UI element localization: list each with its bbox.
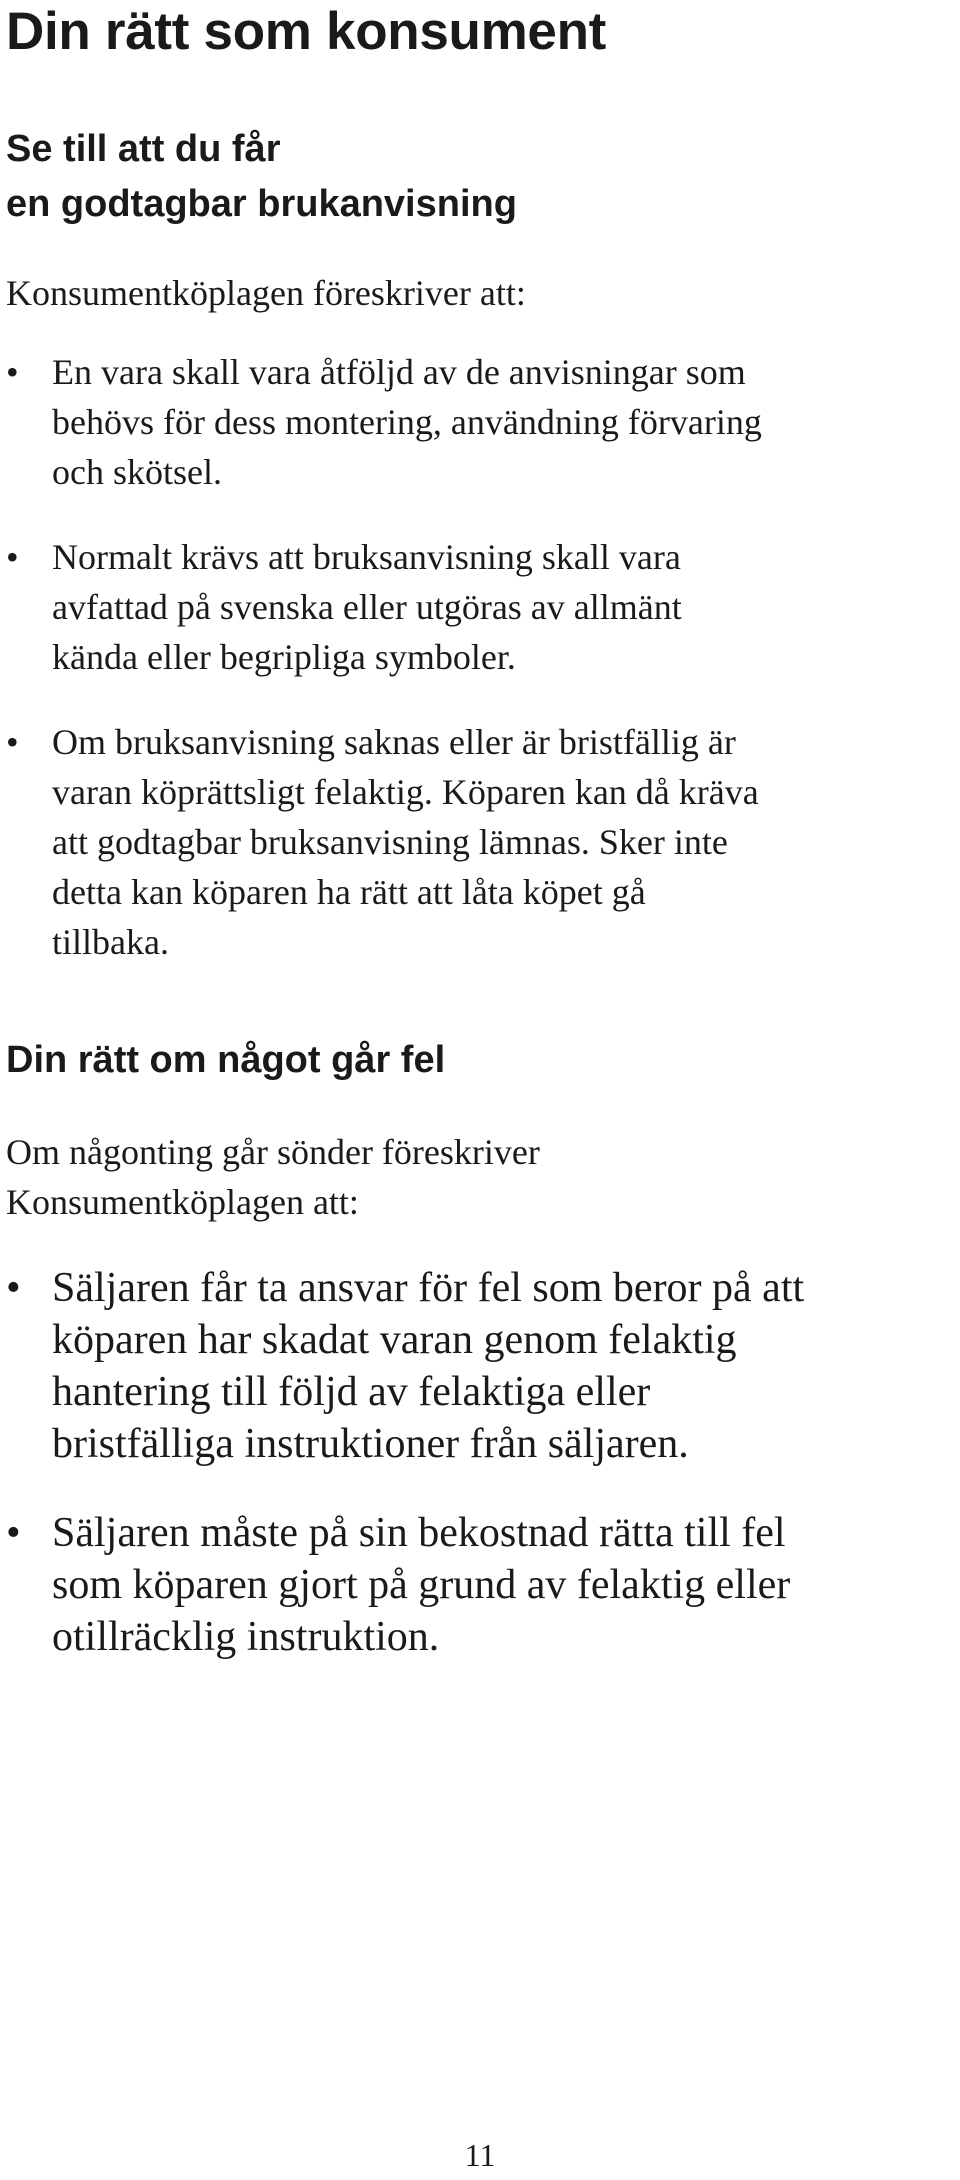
list-item-line: hantering till följd av felaktiga eller [52, 1369, 651, 1415]
list-item [6, 717, 954, 967]
page-title: Din rätt som konsument [6, 2, 607, 61]
list-item-line: Säljaren får ta ansvar för fel som beror på att [52, 1265, 805, 1311]
list-item-line: köparen har skadat varan genom felaktig [52, 1317, 737, 1363]
section-heading-line: Se till att du får [6, 128, 281, 170]
list-item-line: varan köprättsligt felaktig. Köparen kan då kräva [52, 772, 759, 812]
list-item-line: Om bruksanvisning saknas eller är bristfällig är [52, 722, 736, 762]
list-item-line: kända eller begripliga symboler. [52, 637, 516, 677]
section-heading-line: en godtagbar brukanvisning [6, 183, 517, 225]
section-heading-line: Din rätt om något går fel [6, 1039, 446, 1081]
bullet-icon: • [6, 722, 19, 762]
intro-text: Konsumentköplagen föreskriver att: [6, 273, 526, 313]
list-item-line: bristfälliga instruktioner från säljaren. [52, 1421, 689, 1467]
bullet-icon: • [6, 1510, 21, 1556]
list-item-line: detta kan köparen ha rätt att låta köpet gå [52, 872, 646, 912]
list-item [6, 347, 954, 497]
list-item [6, 532, 954, 682]
list-item-line: En vara skall vara åtföljd av de anvisningar som [52, 352, 746, 392]
list-item-line: och skötsel. [52, 452, 222, 492]
list-item-line: att godtagbar bruksanvisning lämnas. Sker inte [52, 822, 728, 862]
section-intro-instructions [6, 268, 526, 318]
section-intro-faults [6, 1127, 540, 1227]
intro-text: Om någonting går sönder föreskriver [6, 1132, 540, 1172]
bullet-icon: • [6, 1265, 21, 1311]
list-item-line: Säljaren måste på sin bekostnad rätta till fel [52, 1510, 786, 1556]
bullet-icon: • [6, 537, 19, 577]
bullet-icon: • [6, 352, 19, 392]
intro-text: Konsumentköplagen att: [6, 1182, 359, 1222]
list-item-line: behövs för dess montering, användning förvaring [52, 402, 762, 442]
bullet-list-instructions [6, 347, 954, 1002]
list-item-line: tillbaka. [52, 922, 169, 962]
list-item-line: avfattad på svenska eller utgöras av allmänt [52, 587, 682, 627]
list-item [6, 1507, 954, 1663]
section-heading-faults [6, 1033, 445, 1088]
list-item-line: som köparen gjort på grund av felaktig eller [52, 1562, 791, 1608]
bullet-list-faults [6, 1262, 954, 1700]
page-number: 11 [464, 2137, 496, 2173]
list-item-line: Normalt krävs att bruksanvisning skall vara [52, 537, 681, 577]
list-item [6, 1262, 954, 1470]
section-heading-instructions [6, 122, 517, 232]
list-item-line: otillräcklig instruktion. [52, 1614, 440, 1660]
